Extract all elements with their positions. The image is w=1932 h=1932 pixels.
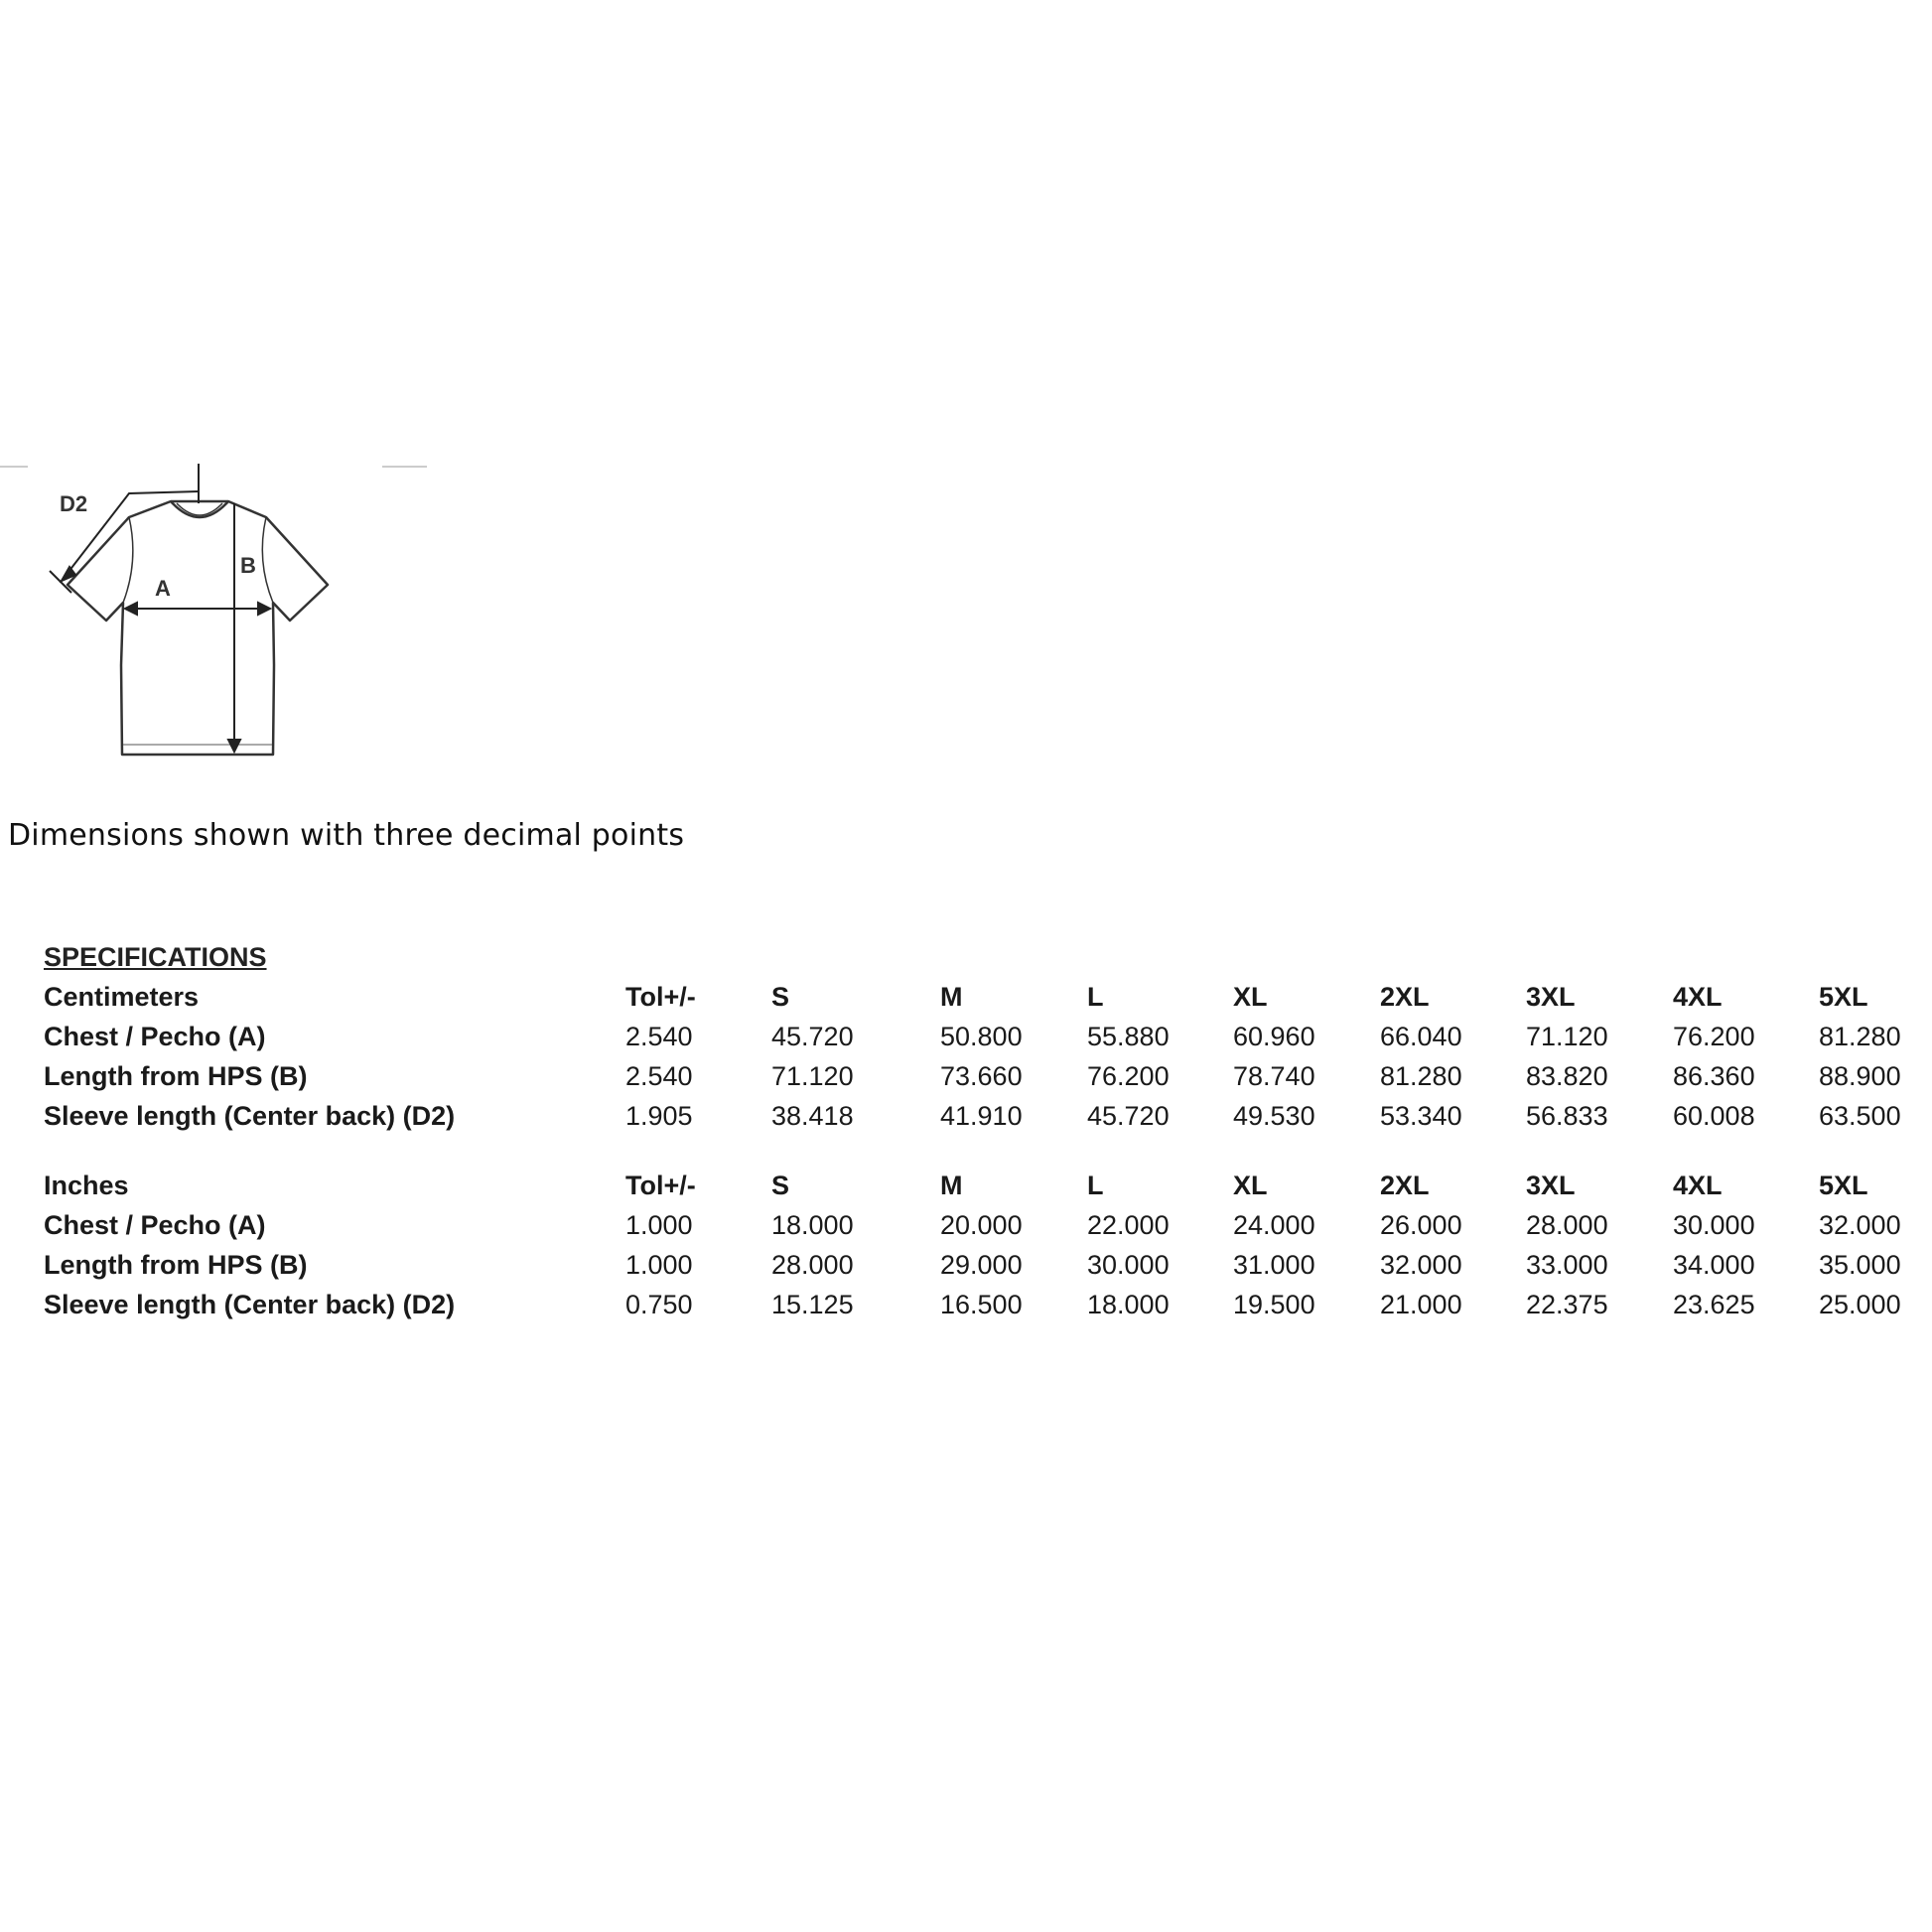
column-header: L	[1087, 1171, 1104, 1200]
column-header: M	[940, 982, 963, 1012]
table-cell: 20.000	[940, 1210, 1023, 1240]
column-header: 4XL	[1673, 982, 1723, 1012]
table-cell: 15.125	[771, 1290, 854, 1319]
diagram-label-b: B	[240, 553, 256, 578]
table-cell: 22.375	[1526, 1290, 1608, 1319]
tshirt-measurement-diagram	[0, 452, 437, 769]
table-row	[44, 1285, 1901, 1324]
row-label: Sleeve length (Center back) (D2)	[44, 1101, 456, 1131]
table-cell: 83.820	[1526, 1061, 1608, 1091]
specifications-title: SPECIFICATIONS	[44, 942, 267, 972]
table-cell: 71.120	[771, 1061, 854, 1091]
table-cell: 22.000	[1087, 1210, 1170, 1240]
table-cell: 56.833	[1526, 1101, 1608, 1131]
table-cell: 1.000	[625, 1210, 693, 1240]
table-cell: 55.880	[1087, 1022, 1170, 1051]
column-header: 3XL	[1526, 982, 1576, 1012]
table-cell: 2.540	[625, 1022, 693, 1051]
table-cell: 81.280	[1380, 1061, 1462, 1091]
table-cell: 78.740	[1233, 1061, 1315, 1091]
table-cell: 81.280	[1819, 1022, 1901, 1051]
diagram-label-d2: D2	[60, 491, 88, 516]
table-cell: 24.000	[1233, 1210, 1315, 1240]
table-cell: 16.500	[940, 1290, 1023, 1319]
column-header: 5XL	[1819, 1171, 1868, 1200]
table-cell: 31.000	[1233, 1250, 1315, 1280]
column-header: 5XL	[1819, 982, 1868, 1012]
table-row	[44, 1017, 1901, 1056]
column-header: S	[771, 982, 790, 1012]
table-cell: 19.500	[1233, 1290, 1315, 1319]
table-cell: 60.008	[1673, 1101, 1755, 1131]
table-row	[44, 1056, 1901, 1096]
table-cell: 21.000	[1380, 1290, 1462, 1319]
dimensions-caption: Dimensions shown with three decimal points	[8, 818, 685, 853]
table-cell: 18.000	[771, 1210, 854, 1240]
row-label: Chest / Pecho (A)	[44, 1022, 266, 1051]
unit-label: Centimeters	[44, 982, 200, 1012]
table-cell: 60.960	[1233, 1022, 1315, 1051]
table-gap	[44, 1136, 267, 1166]
table-row	[44, 1205, 1901, 1245]
column-header: 2XL	[1380, 982, 1430, 1012]
table-cell: 0.750	[625, 1290, 693, 1319]
table-row	[44, 1245, 1901, 1285]
table-cell: 41.910	[940, 1101, 1023, 1131]
column-header: XL	[1233, 1171, 1268, 1200]
table-cell: 66.040	[1380, 1022, 1462, 1051]
column-header: 2XL	[1380, 1171, 1430, 1200]
table-cell: 63.500	[1819, 1101, 1901, 1131]
specifications-tables	[44, 977, 1901, 1324]
column-header: M	[940, 1171, 963, 1200]
table-cell: 50.800	[940, 1022, 1023, 1051]
table-cell: 45.720	[1087, 1101, 1170, 1131]
column-header: 4XL	[1673, 1171, 1723, 1200]
column-header: Tol+/-	[625, 1171, 696, 1200]
table-cell: 30.000	[1673, 1210, 1755, 1240]
table-row	[44, 1096, 1901, 1136]
table-cell: 28.000	[771, 1250, 854, 1280]
table-cell: 28.000	[1526, 1210, 1608, 1240]
column-header: XL	[1233, 982, 1268, 1012]
table-cell: 49.530	[1233, 1101, 1315, 1131]
row-label: Length from HPS (B)	[44, 1250, 308, 1280]
table-cell: 33.000	[1526, 1250, 1608, 1280]
table-cell: 32.000	[1380, 1250, 1462, 1280]
column-header: L	[1087, 982, 1104, 1012]
table-cell: 86.360	[1673, 1061, 1755, 1091]
table-cell: 25.000	[1819, 1290, 1901, 1319]
table-cell: 32.000	[1819, 1210, 1901, 1240]
specifications-section	[44, 937, 1901, 1324]
column-header: 3XL	[1526, 1171, 1576, 1200]
table-header-row	[44, 977, 1868, 1017]
table-header-row	[44, 1166, 1868, 1205]
row-label: Length from HPS (B)	[44, 1061, 308, 1091]
diagram-label-a: A	[155, 576, 171, 601]
tshirt-outline-icon	[0, 452, 437, 769]
table-cell: 23.625	[1673, 1290, 1755, 1319]
table-cell: 30.000	[1087, 1250, 1170, 1280]
unit-label: Inches	[44, 1171, 129, 1200]
table-cell: 2.540	[625, 1061, 693, 1091]
row-label: Chest / Pecho (A)	[44, 1210, 266, 1240]
row-label: Sleeve length (Center back) (D2)	[44, 1290, 456, 1319]
table-cell: 88.900	[1819, 1061, 1901, 1091]
table-cell: 18.000	[1087, 1290, 1170, 1319]
table-cell: 76.200	[1087, 1061, 1170, 1091]
table-cell: 35.000	[1819, 1250, 1901, 1280]
table-cell: 1.905	[625, 1101, 693, 1131]
table-cell: 76.200	[1673, 1022, 1755, 1051]
table-cell: 26.000	[1380, 1210, 1462, 1240]
table-cell: 38.418	[771, 1101, 854, 1131]
table-cell: 34.000	[1673, 1250, 1755, 1280]
table-cell: 1.000	[625, 1250, 693, 1280]
table-cell: 71.120	[1526, 1022, 1608, 1051]
table-cell: 53.340	[1380, 1101, 1462, 1131]
table-cell: 45.720	[771, 1022, 854, 1051]
table-cell: 73.660	[940, 1061, 1023, 1091]
column-header: Tol+/-	[625, 982, 696, 1012]
table-cell: 29.000	[940, 1250, 1023, 1280]
column-header: S	[771, 1171, 790, 1200]
